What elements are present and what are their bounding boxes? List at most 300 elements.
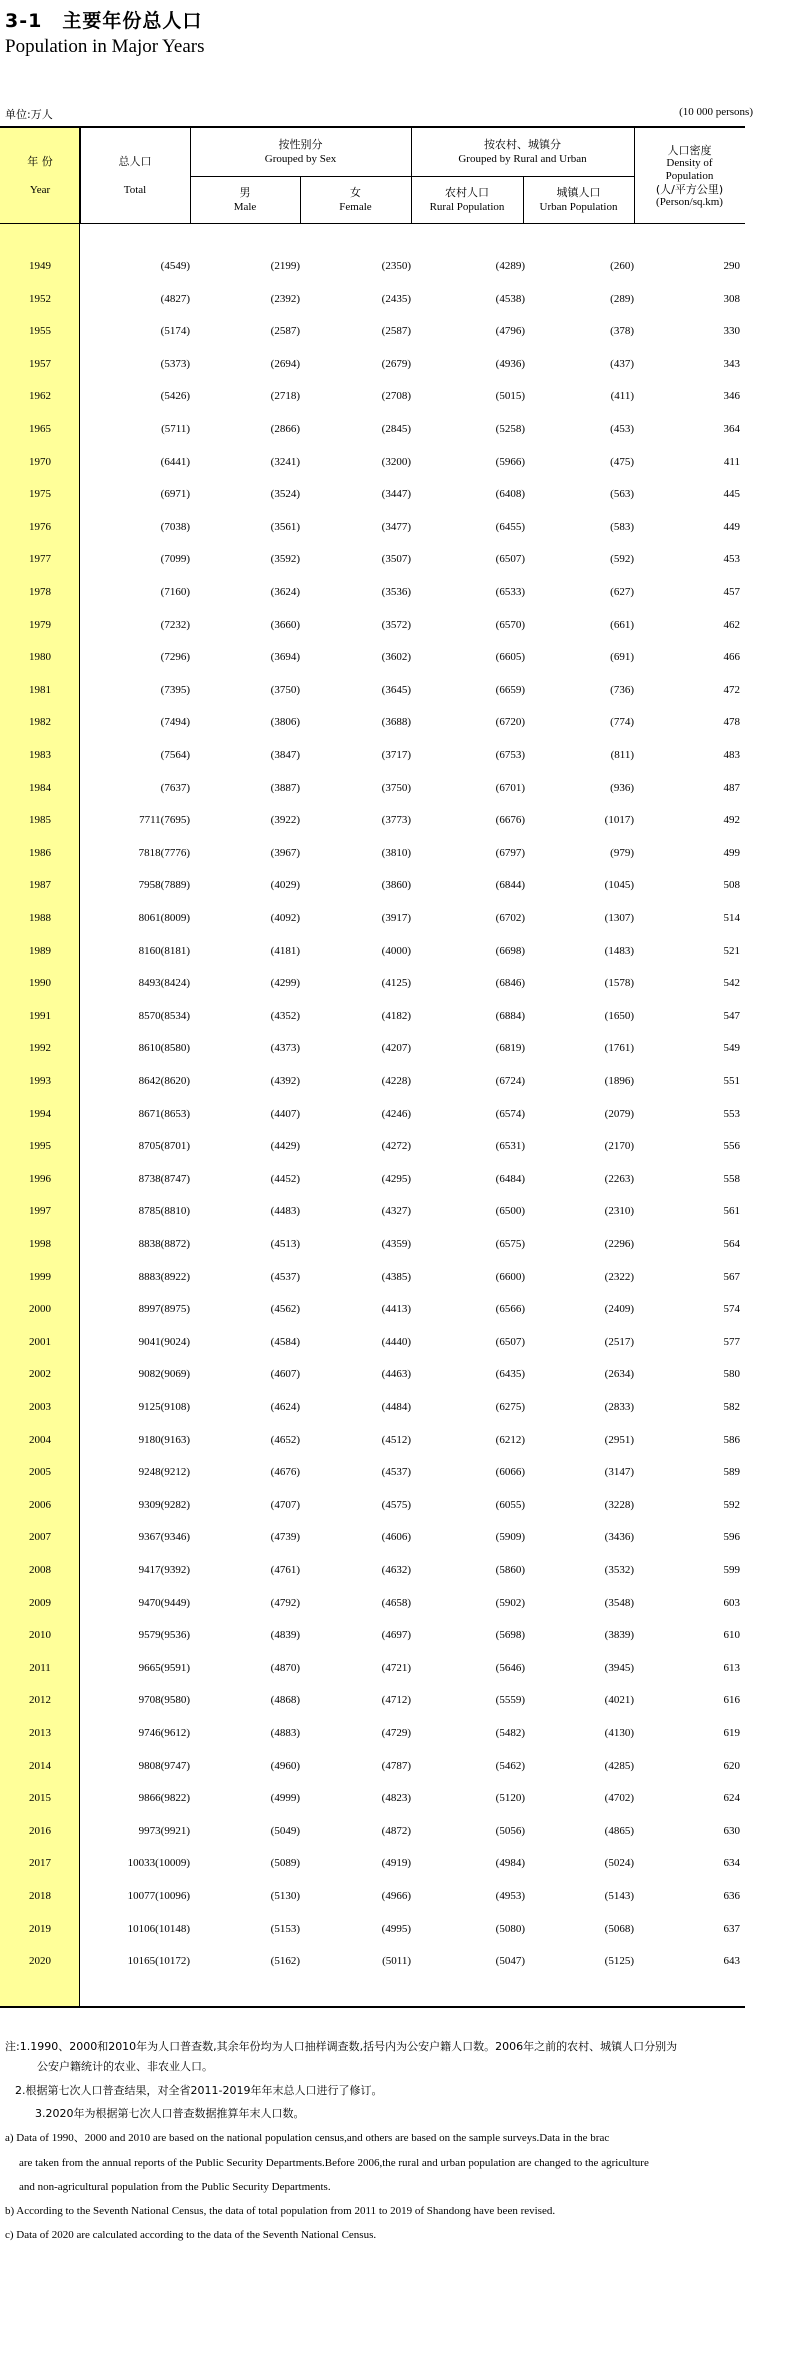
cell-year: 2016 bbox=[29, 1824, 51, 1837]
cell-female: (3810) bbox=[381, 846, 411, 859]
cell-density: 411 bbox=[723, 455, 740, 468]
cell-male: (4739) bbox=[270, 1531, 300, 1544]
cell-male: (5162) bbox=[270, 1955, 300, 1968]
cell-urban: (3147) bbox=[604, 1466, 634, 1479]
cell-year: 1978 bbox=[29, 586, 51, 598]
table-row bbox=[0, 1203, 745, 1219]
cell-rural: (4936) bbox=[495, 357, 525, 370]
cell-urban: (475) bbox=[610, 455, 634, 468]
cell-total: (7494) bbox=[160, 716, 190, 729]
cell-female: (4385) bbox=[381, 1270, 411, 1283]
cell-year: 1981 bbox=[29, 683, 51, 696]
cell-year: 2008 bbox=[29, 1564, 51, 1576]
cell-urban: (411) bbox=[610, 390, 634, 403]
cell-rural: (6275) bbox=[495, 1401, 525, 1413]
cell-total: (7160) bbox=[160, 586, 190, 598]
cell-density: 508 bbox=[723, 879, 740, 892]
cell-year: 1993 bbox=[29, 1075, 51, 1087]
cell-female: (2679) bbox=[381, 357, 411, 370]
cell-total: (6441) bbox=[160, 455, 190, 468]
cell-rural: (6531) bbox=[495, 1140, 525, 1153]
cell-female: (4919) bbox=[381, 1857, 411, 1870]
cell-urban: (5068) bbox=[604, 1922, 634, 1935]
cell-urban: (1017) bbox=[604, 814, 634, 827]
table-row bbox=[0, 486, 745, 502]
cell-total: (7232) bbox=[160, 618, 190, 631]
cell-urban: (2833) bbox=[604, 1401, 634, 1413]
cell-total: 9973(9921) bbox=[138, 1824, 190, 1837]
cell-total: 8738(8747) bbox=[138, 1172, 190, 1185]
cell-female: (3507) bbox=[381, 553, 411, 566]
cell-density: 478 bbox=[723, 716, 740, 729]
cell-urban: (378) bbox=[610, 325, 634, 338]
cell-rural: (6724) bbox=[495, 1075, 525, 1087]
table-row bbox=[0, 682, 745, 698]
cell-male: (5049) bbox=[270, 1824, 300, 1837]
cell-total: 9309(9282) bbox=[138, 1498, 190, 1511]
table-row bbox=[0, 1595, 745, 1611]
cell-male: (4792) bbox=[270, 1596, 300, 1609]
cell-rural: (6702) bbox=[495, 912, 525, 924]
table-row bbox=[0, 1432, 745, 1448]
table-row bbox=[0, 356, 745, 372]
cell-density: 634 bbox=[723, 1857, 740, 1870]
cell-female: (4966) bbox=[381, 1890, 411, 1902]
footnote-line: are taken from the annual reports of the Public Security Departments.Before 2006,the rural and urban population are changed to the agriculture bbox=[19, 2157, 649, 2169]
cell-urban: (691) bbox=[610, 651, 634, 664]
cell-year: 2010 bbox=[29, 1629, 51, 1642]
cell-total: (4827) bbox=[160, 292, 190, 305]
cell-density: 449 bbox=[723, 520, 740, 533]
cell-year: 2018 bbox=[29, 1890, 51, 1902]
cell-rural: (6753) bbox=[495, 749, 525, 761]
header-by-rural-urban: 按农村、城镇分 Grouped by Rural and Urban bbox=[458, 138, 587, 165]
cell-density: 551 bbox=[723, 1075, 740, 1087]
cell-urban: (4702) bbox=[604, 1792, 634, 1805]
cell-female: (3602) bbox=[381, 651, 411, 664]
cell-density: 596 bbox=[723, 1531, 740, 1544]
cell-total: 9470(9449) bbox=[138, 1596, 190, 1609]
table-row bbox=[0, 780, 745, 796]
cell-urban: (453) bbox=[610, 423, 634, 435]
cell-female: (3717) bbox=[381, 749, 411, 761]
cell-year: 2001 bbox=[29, 1335, 51, 1348]
cell-rural: (6435) bbox=[495, 1368, 525, 1381]
cell-total: 10165(10172) bbox=[127, 1955, 190, 1968]
cell-rural: (6455) bbox=[495, 520, 525, 533]
cell-urban: (3839) bbox=[604, 1629, 634, 1642]
cell-total: 9579(9536) bbox=[138, 1629, 190, 1642]
cell-female: (3477) bbox=[381, 520, 411, 533]
cell-year: 1955 bbox=[29, 325, 51, 338]
cell-density: 561 bbox=[723, 1205, 740, 1218]
cell-urban: (1650) bbox=[604, 1009, 634, 1022]
cell-male: (4029) bbox=[270, 879, 300, 892]
cell-density: 636 bbox=[723, 1890, 740, 1902]
cell-male: (4429) bbox=[270, 1140, 300, 1153]
cell-density: 346 bbox=[723, 390, 740, 403]
cell-rural: (5559) bbox=[495, 1694, 525, 1707]
cell-female: (4327) bbox=[381, 1205, 411, 1218]
cell-total: 8160(8181) bbox=[138, 944, 190, 957]
cell-male: (5153) bbox=[270, 1922, 300, 1935]
cell-male: (4624) bbox=[270, 1401, 300, 1413]
cell-male: (3694) bbox=[270, 651, 300, 664]
cell-male: (4352) bbox=[270, 1009, 300, 1022]
cell-total: 7711(7695) bbox=[139, 814, 190, 827]
table-row bbox=[0, 1106, 745, 1122]
cell-year: 2012 bbox=[29, 1694, 51, 1707]
footnote-line: a) Data of 1990、2000 and 2010 are based on the national population census,and others are based on the sample surveys.Data in the brac bbox=[5, 2132, 610, 2144]
cell-male: (4092) bbox=[270, 912, 300, 924]
cell-female: (3536) bbox=[381, 586, 411, 598]
header-male: 男 Male bbox=[233, 186, 257, 213]
cell-male: (3660) bbox=[270, 618, 300, 631]
cell-male: (2199) bbox=[270, 260, 300, 272]
cell-urban: (260) bbox=[610, 260, 634, 272]
table-row bbox=[0, 258, 745, 274]
table-row bbox=[0, 1823, 745, 1839]
cell-female: (4606) bbox=[381, 1531, 411, 1544]
table-row bbox=[0, 1008, 745, 1024]
cell-year: 2006 bbox=[29, 1498, 51, 1511]
table-row bbox=[0, 551, 745, 567]
cell-year: 1970 bbox=[29, 455, 51, 468]
cell-year: 1965 bbox=[29, 423, 51, 435]
table-row bbox=[0, 812, 745, 828]
cell-density: 603 bbox=[723, 1596, 740, 1609]
cell-year: 1988 bbox=[29, 912, 51, 924]
cell-year: 1952 bbox=[29, 292, 51, 305]
cell-male: (4392) bbox=[270, 1075, 300, 1087]
cell-urban: (4285) bbox=[604, 1759, 634, 1772]
cell-density: 549 bbox=[723, 1042, 740, 1055]
table-row bbox=[0, 323, 745, 339]
footnote-line: and non-agricultural population from the Public Security Departments. bbox=[19, 2181, 331, 2193]
cell-male: (3524) bbox=[270, 488, 300, 501]
cell-density: 580 bbox=[723, 1368, 740, 1381]
table-row bbox=[0, 943, 745, 959]
cell-year: 1983 bbox=[29, 749, 51, 761]
cell-rural: (5902) bbox=[495, 1596, 525, 1609]
footnote-line: 3.2020年为根据第七次人口普查数据推算年末人口数。 bbox=[35, 2107, 305, 2120]
cell-female: (5011) bbox=[382, 1955, 411, 1968]
cell-urban: (3945) bbox=[604, 1661, 634, 1674]
cell-rural: (4796) bbox=[495, 325, 525, 338]
cell-urban: (1483) bbox=[604, 944, 634, 957]
cell-total: (7099) bbox=[160, 553, 190, 566]
cell-rural: (6844) bbox=[495, 879, 525, 892]
cell-total: 9808(9747) bbox=[138, 1759, 190, 1772]
table-row bbox=[0, 1855, 745, 1871]
cell-rural: (6570) bbox=[495, 618, 525, 631]
cell-density: 343 bbox=[723, 357, 740, 370]
cell-female: (4272) bbox=[381, 1140, 411, 1153]
table-row bbox=[0, 1627, 745, 1643]
cell-rural: (5462) bbox=[495, 1759, 525, 1772]
cell-male: (3624) bbox=[270, 586, 300, 598]
table-row bbox=[0, 584, 745, 600]
cell-male: (4299) bbox=[270, 977, 300, 990]
table-row bbox=[0, 1758, 745, 1774]
cell-year: 2015 bbox=[29, 1792, 51, 1805]
cell-rural: (6884) bbox=[495, 1009, 525, 1022]
table-row bbox=[0, 1660, 745, 1676]
cell-year: 2019 bbox=[29, 1922, 51, 1935]
cell-female: (4246) bbox=[381, 1107, 411, 1120]
cell-rural: (6797) bbox=[495, 846, 525, 859]
cell-male: (2866) bbox=[270, 423, 300, 435]
cell-rural: (6533) bbox=[495, 586, 525, 598]
cell-rural: (6066) bbox=[495, 1466, 525, 1479]
cell-urban: (2263) bbox=[604, 1172, 634, 1185]
cell-urban: (627) bbox=[610, 586, 634, 598]
table-row bbox=[0, 1725, 745, 1741]
cell-rural: (6507) bbox=[495, 553, 525, 566]
cell-density: 586 bbox=[723, 1433, 740, 1446]
cell-female: (4463) bbox=[381, 1368, 411, 1381]
cell-urban: (1896) bbox=[604, 1075, 634, 1087]
cell-female: (4823) bbox=[381, 1792, 411, 1805]
cell-male: (3241) bbox=[270, 455, 300, 468]
cell-year: 1975 bbox=[29, 488, 51, 501]
cell-male: (4868) bbox=[270, 1694, 300, 1707]
cell-total: 8642(8620) bbox=[138, 1075, 190, 1087]
table-row bbox=[0, 1171, 745, 1187]
cell-density: 577 bbox=[723, 1335, 740, 1348]
cell-female: (4721) bbox=[381, 1661, 411, 1674]
cell-male: (4839) bbox=[270, 1629, 300, 1642]
cell-density: 553 bbox=[723, 1107, 740, 1120]
cell-density: 589 bbox=[723, 1466, 740, 1479]
cell-urban: (3532) bbox=[604, 1564, 634, 1576]
cell-year: 2003 bbox=[29, 1401, 51, 1413]
cell-male: (4883) bbox=[270, 1727, 300, 1739]
header-rural: 农村人口 Rural Population bbox=[429, 186, 505, 213]
cell-urban: (592) bbox=[610, 553, 634, 566]
page-title-cn: 3-1 主要年份总人口 bbox=[5, 10, 203, 32]
cell-total: (5711) bbox=[161, 423, 190, 435]
cell-density: 564 bbox=[723, 1238, 740, 1250]
cell-density: 556 bbox=[723, 1140, 740, 1153]
header-total: 总人口 Total bbox=[118, 155, 152, 196]
cell-female: (4697) bbox=[381, 1629, 411, 1642]
cell-urban: (5024) bbox=[604, 1857, 634, 1870]
cell-male: (4652) bbox=[270, 1433, 300, 1446]
cell-total: (7395) bbox=[160, 683, 190, 696]
cell-rural: (5482) bbox=[495, 1727, 525, 1739]
table-row bbox=[0, 910, 745, 926]
cell-male: (4562) bbox=[270, 1303, 300, 1316]
cell-female: (4413) bbox=[381, 1303, 411, 1316]
cell-urban: (583) bbox=[610, 520, 634, 533]
cell-urban: (2322) bbox=[604, 1270, 634, 1283]
cell-rural: (6507) bbox=[495, 1335, 525, 1348]
cell-male: (4584) bbox=[270, 1335, 300, 1348]
table-row bbox=[0, 421, 745, 437]
cell-year: 2004 bbox=[29, 1433, 51, 1446]
cell-total: 9248(9212) bbox=[138, 1466, 190, 1479]
cell-female: (4632) bbox=[381, 1564, 411, 1576]
cell-female: (3572) bbox=[381, 618, 411, 631]
cell-male: (2718) bbox=[270, 390, 300, 403]
cell-male: (4452) bbox=[270, 1172, 300, 1185]
cell-female: (4000) bbox=[381, 944, 411, 957]
table-row bbox=[0, 388, 745, 404]
cell-male: (5130) bbox=[270, 1890, 300, 1902]
table-row bbox=[0, 1334, 745, 1350]
cell-urban: (2079) bbox=[604, 1107, 634, 1120]
table-bottom-rule bbox=[0, 2006, 745, 2008]
cell-total: (6971) bbox=[160, 488, 190, 501]
cell-rural: (4289) bbox=[495, 260, 525, 272]
cell-urban: (289) bbox=[610, 292, 634, 305]
cell-male: (4999) bbox=[270, 1792, 300, 1805]
cell-rural: (5258) bbox=[495, 423, 525, 435]
cell-female: (3200) bbox=[381, 455, 411, 468]
cell-rural: (5047) bbox=[495, 1955, 525, 1968]
cell-female: (4440) bbox=[381, 1335, 411, 1348]
cell-year: 1979 bbox=[29, 618, 51, 631]
cell-total: 9125(9108) bbox=[138, 1401, 190, 1413]
table-row bbox=[0, 1138, 745, 1154]
cell-male: (5089) bbox=[270, 1857, 300, 1870]
cell-male: (2392) bbox=[270, 292, 300, 305]
cell-female: (2708) bbox=[381, 390, 411, 403]
cell-female: (4125) bbox=[381, 977, 411, 990]
cell-rural: (6575) bbox=[495, 1238, 525, 1250]
table-row bbox=[0, 1790, 745, 1806]
cell-density: 582 bbox=[723, 1401, 740, 1413]
header-female: 女 Female bbox=[339, 186, 372, 213]
cell-density: 466 bbox=[723, 651, 740, 664]
cell-rural: (6605) bbox=[495, 651, 525, 664]
cell-total: 8061(8009) bbox=[138, 912, 190, 924]
cell-density: 462 bbox=[723, 618, 740, 631]
cell-urban: (774) bbox=[610, 716, 634, 729]
cell-year: 1998 bbox=[29, 1238, 51, 1250]
cell-year: 1985 bbox=[29, 814, 51, 827]
cell-urban: (3548) bbox=[604, 1596, 634, 1609]
table-row bbox=[0, 1301, 745, 1317]
cell-urban: (2310) bbox=[604, 1205, 634, 1218]
cell-density: 492 bbox=[723, 814, 740, 827]
cell-rural: (5080) bbox=[495, 1922, 525, 1935]
cell-density: 364 bbox=[723, 423, 740, 435]
cell-density: 558 bbox=[723, 1172, 740, 1185]
table-row bbox=[0, 747, 745, 763]
cell-density: 599 bbox=[723, 1564, 740, 1576]
cell-rural: (6566) bbox=[495, 1303, 525, 1316]
cell-female: (4537) bbox=[381, 1466, 411, 1479]
table-row bbox=[0, 1497, 745, 1513]
table-row bbox=[0, 1040, 745, 1056]
cell-female: (4295) bbox=[381, 1172, 411, 1185]
cell-year: 1991 bbox=[29, 1009, 51, 1022]
cell-female: (3645) bbox=[381, 683, 411, 696]
cell-total: 8838(8872) bbox=[138, 1238, 190, 1250]
cell-density: 630 bbox=[723, 1824, 740, 1837]
cell-female: (3860) bbox=[381, 879, 411, 892]
header-urban: 城镇人口 Urban Population bbox=[539, 186, 618, 213]
cell-urban: (2409) bbox=[604, 1303, 634, 1316]
cell-density: 619 bbox=[723, 1727, 740, 1739]
cell-year: 2007 bbox=[29, 1531, 51, 1544]
cell-female: (3750) bbox=[381, 781, 411, 794]
table-row bbox=[0, 519, 745, 535]
cell-rural: (6819) bbox=[495, 1042, 525, 1055]
cell-density: 457 bbox=[723, 586, 740, 598]
cell-year: 1999 bbox=[29, 1270, 51, 1283]
cell-year: 1994 bbox=[29, 1107, 51, 1120]
table-row bbox=[0, 1921, 745, 1937]
cell-year: 1962 bbox=[29, 390, 51, 403]
cell-female: (4359) bbox=[381, 1238, 411, 1250]
cell-urban: (4130) bbox=[604, 1727, 634, 1739]
cell-year: 1989 bbox=[29, 944, 51, 957]
cell-density: 574 bbox=[723, 1303, 740, 1316]
cell-rural: (6484) bbox=[495, 1172, 525, 1185]
table-row bbox=[0, 877, 745, 893]
cell-year: 1949 bbox=[29, 260, 51, 272]
cell-total: 8610(8580) bbox=[138, 1042, 190, 1055]
cell-total: (4549) bbox=[160, 260, 190, 272]
cell-female: (3447) bbox=[381, 488, 411, 501]
cell-male: (3592) bbox=[270, 553, 300, 566]
cell-rural: (5966) bbox=[495, 455, 525, 468]
cell-male: (4513) bbox=[270, 1238, 300, 1250]
cell-year: 1996 bbox=[29, 1172, 51, 1185]
footnote-line: 2.根据第七次人口普查结果，对全省2011-2019年年末总人口进行了修订。 bbox=[15, 2084, 383, 2097]
cell-density: 521 bbox=[723, 944, 740, 957]
unit-label-cn: 单位:万人 bbox=[5, 108, 53, 121]
cell-density: 592 bbox=[723, 1498, 740, 1511]
table-row bbox=[0, 845, 745, 861]
table-row bbox=[0, 1953, 745, 1969]
cell-female: (3688) bbox=[381, 716, 411, 729]
cell-density: 472 bbox=[723, 683, 740, 696]
cell-total: 9367(9346) bbox=[138, 1531, 190, 1544]
cell-density: 567 bbox=[723, 1270, 740, 1283]
cell-total: 9417(9392) bbox=[138, 1564, 190, 1576]
cell-urban: (1045) bbox=[604, 879, 634, 892]
cell-urban: (936) bbox=[610, 781, 634, 794]
cell-urban: (2170) bbox=[604, 1140, 634, 1153]
cell-density: 445 bbox=[723, 488, 740, 501]
cell-urban: (2517) bbox=[604, 1335, 634, 1348]
cell-total: 7818(7776) bbox=[138, 846, 190, 859]
cell-female: (4207) bbox=[381, 1042, 411, 1055]
cell-female: (4712) bbox=[381, 1694, 411, 1707]
cell-female: (4228) bbox=[381, 1075, 411, 1087]
cell-rural: (6720) bbox=[495, 716, 525, 729]
cell-total: 10033(10009) bbox=[127, 1857, 190, 1870]
cell-male: (4761) bbox=[270, 1564, 300, 1576]
table-row bbox=[0, 454, 745, 470]
table-row bbox=[0, 1236, 745, 1252]
cell-total: 8883(8922) bbox=[138, 1270, 190, 1283]
cell-total: (5426) bbox=[160, 390, 190, 403]
cell-year: 2002 bbox=[29, 1368, 51, 1381]
cell-total: 7958(7889) bbox=[138, 879, 190, 892]
cell-urban: (563) bbox=[610, 488, 634, 501]
cell-urban: (5125) bbox=[604, 1955, 634, 1968]
cell-year: 1997 bbox=[29, 1205, 51, 1218]
cell-male: (4607) bbox=[270, 1368, 300, 1381]
cell-urban: (3228) bbox=[604, 1498, 634, 1511]
table-row bbox=[0, 1399, 745, 1415]
cell-female: (3917) bbox=[381, 912, 411, 924]
